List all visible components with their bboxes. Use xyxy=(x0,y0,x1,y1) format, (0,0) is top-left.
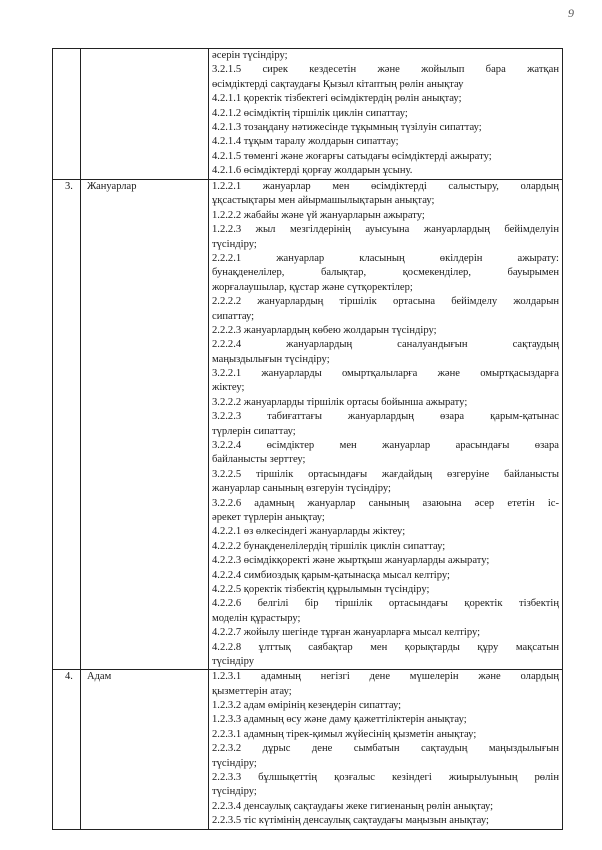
objective-line: 4.2.1.3 тозаңдану нәтижесінде тұқымның түзілуін сипаттау; xyxy=(212,121,482,133)
objective-line: 4.2.2.1 өз өлкесіндегі жануарларды жіктеу; xyxy=(212,526,406,538)
objective-line: жіктеу; xyxy=(212,382,245,394)
objective-line: 4.2.2.4 симбиоздық қарым-қатынасқа мысал келтіру; xyxy=(212,569,450,581)
objective-line: 4.2.1.1 қоректік тізбектегі өсімдіктердің рөлін анықтау; xyxy=(212,93,462,105)
objective-line: 1.2.2.1 жануарлар мен өсімдіктерді салыстыру, олардың xyxy=(212,181,559,192)
objective-line: 3.2.2.1 жануарларды омыртқалыларға және омыртқасыздарға xyxy=(212,368,559,380)
objective-line: 4.2.2.8 ұлттық саябақтар мен қорықтарды құру мақсатын xyxy=(212,641,559,653)
objective-line: 4.2.2.6 белгілі бір тіршілік ортасындағы қоректік тізбектің xyxy=(212,598,559,610)
table-body xyxy=(53,49,563,830)
table-row xyxy=(53,670,563,829)
objective-line: 1.2.2.3 жыл мезгілдерінің ауысуына жануарлардың бейімделуін xyxy=(212,224,559,236)
section-name-cell: Жануарлар xyxy=(81,180,209,670)
row-number-cell: 3. xyxy=(53,180,81,670)
objective-line: түсіндіру; xyxy=(212,757,257,769)
objective-line: 1.2.3.1 адамның негізгі дене мүшелерін және олардың xyxy=(212,671,559,683)
objective-line: моделін құрастыру; xyxy=(212,612,301,624)
page-number-mark: 9 xyxy=(568,6,574,20)
row-number-cell: 4. xyxy=(53,670,81,829)
objective-line: 4.2.1.5 төменгі және жоғарғы сатыдағы өсімдіктерді ажырату; xyxy=(212,150,492,162)
objective-line: 4.2.2.7 жойылу шегінде тұрған жануарларға мысал келтіру; xyxy=(212,627,481,639)
objective-line: 1.2.3.3 адамның өсу және даму қажеттіліктерін анықтау; xyxy=(212,714,467,726)
objective-line: 2.2.3.3 бұлшықеттің қозғалыс кезіндегі жиырылуының рөлін xyxy=(212,772,559,784)
objective-line: бунақденелілер, балықтар, қосмекенділер, бауырымен xyxy=(212,267,559,279)
objective-line: 2.2.3.2 дұрыс дене сымбатын сақтаудың маңыздылығын xyxy=(212,743,559,755)
objective-line: 2.2.3.1 адамның тірек-қимыл жүйесінің қызметін анықтау; xyxy=(212,728,477,740)
objective-line: 3.2.2.6 адамның жануарлар санының азаюына әсер ететін іс- xyxy=(212,497,559,509)
objective-line: 3.2.1.5 сирек кездесетін және жойылып бара жатқан xyxy=(212,64,559,76)
row-number-cell xyxy=(53,49,81,180)
objective-line: 1.2.2.2 жабайы және үй жануарларын ажырату; xyxy=(212,209,425,221)
objective-line: 2.2.3.4 денсаулық сақтаудағы жеке гигиенаның рөлін анықтау; xyxy=(212,800,494,812)
objective-line: 2.2.3.5 тіс күтімінің денсаулық сақтаудағы маңызын анықтау; xyxy=(212,815,489,827)
objective-line: әсерін түсіндіру; xyxy=(212,50,288,61)
objective-line: түрлерін сипаттау; xyxy=(212,425,296,437)
objective-line: байланысты зерттеу; xyxy=(212,454,306,466)
objective-line: 1.2.3.2 адам өмірінің кезеңдерін сипаттау; xyxy=(212,700,402,712)
objective-line: өсімдіктерді сақтаудағы Қызыл кітаптың рөлін анықтау xyxy=(212,78,464,90)
objective-line: түсіндіру; xyxy=(212,786,257,798)
objective-line: 4.2.2.3 өсімдікқоректі және жыртқыш жануарларды ажырату; xyxy=(212,555,490,567)
objective-line: 4.2.2.2 бунақденелілердің тіршілік циклін сипаттау; xyxy=(212,540,446,552)
objectives-cell xyxy=(209,180,563,670)
objective-line: 3.2.2.3 табиғаттағы жануарлардың өзара қарым-қатынас xyxy=(212,411,559,423)
objective-line: 3.2.2.5 тіршілік ортасындағы жағдайдың өзгеруіне байланысты xyxy=(212,468,559,480)
objective-line: маңыздылығын түсіндіру; xyxy=(212,353,330,365)
objective-line: қызметтерін атау; xyxy=(212,685,292,697)
objective-line: 2.2.2.1 жануарлар класының өкілдерін ажырату: xyxy=(212,252,559,264)
objective-line: 3.2.2.4 өсімдіктер мен жануарлар арасындағы өзара xyxy=(212,440,559,452)
objective-line: 4.2.2.5 қоректік тізбектің құрылымын түсіндіру; xyxy=(212,583,430,595)
objectives-cell xyxy=(209,670,563,829)
objective-line: 4.2.1.6 өсімдіктерді қорғау жолдарын ұсыну. xyxy=(212,165,413,177)
table-row xyxy=(53,49,563,180)
objective-line: 2.2.2.3 жануарлардың көбею жолдарын түсіндіру; xyxy=(212,324,437,336)
objective-line: 4.2.1.2 өсімдіктің тіршілік циклін сипаттау; xyxy=(212,107,408,119)
objective-line: 4.2.1.4 тұқым таралу жолдарын сипаттау; xyxy=(212,136,399,148)
objective-line: әрекет түрлерін анықтау; xyxy=(212,511,325,523)
objective-line: ұқсастықтары мен айырмашылықтарын анықтау; xyxy=(212,195,435,207)
objective-line: жорғалаушылар, құстар және сүтқоректілер; xyxy=(212,281,413,293)
objectives-cell xyxy=(209,49,563,180)
curriculum-table xyxy=(52,48,563,830)
objective-line: 2.2.2.2 жануарлардың тіршілік ортасына бейімделу жолдарын xyxy=(212,296,559,308)
objective-line: түсіндіру xyxy=(212,655,255,667)
table-row xyxy=(53,180,563,670)
objective-line: жануарлар санының өзгеруін түсіндіру; xyxy=(212,483,392,495)
section-name-cell xyxy=(81,49,209,180)
objective-line: сипаттау; xyxy=(212,310,255,322)
section-name-cell: Адам xyxy=(81,670,209,829)
objective-line: түсіндіру; xyxy=(212,238,257,250)
objective-line: 3.2.2.2 жануарларды тіршілік ортасы бойынша ажырату; xyxy=(212,396,468,408)
objective-line: 2.2.2.4 жануарлардың саналуандығын сақтаудың xyxy=(212,339,559,351)
